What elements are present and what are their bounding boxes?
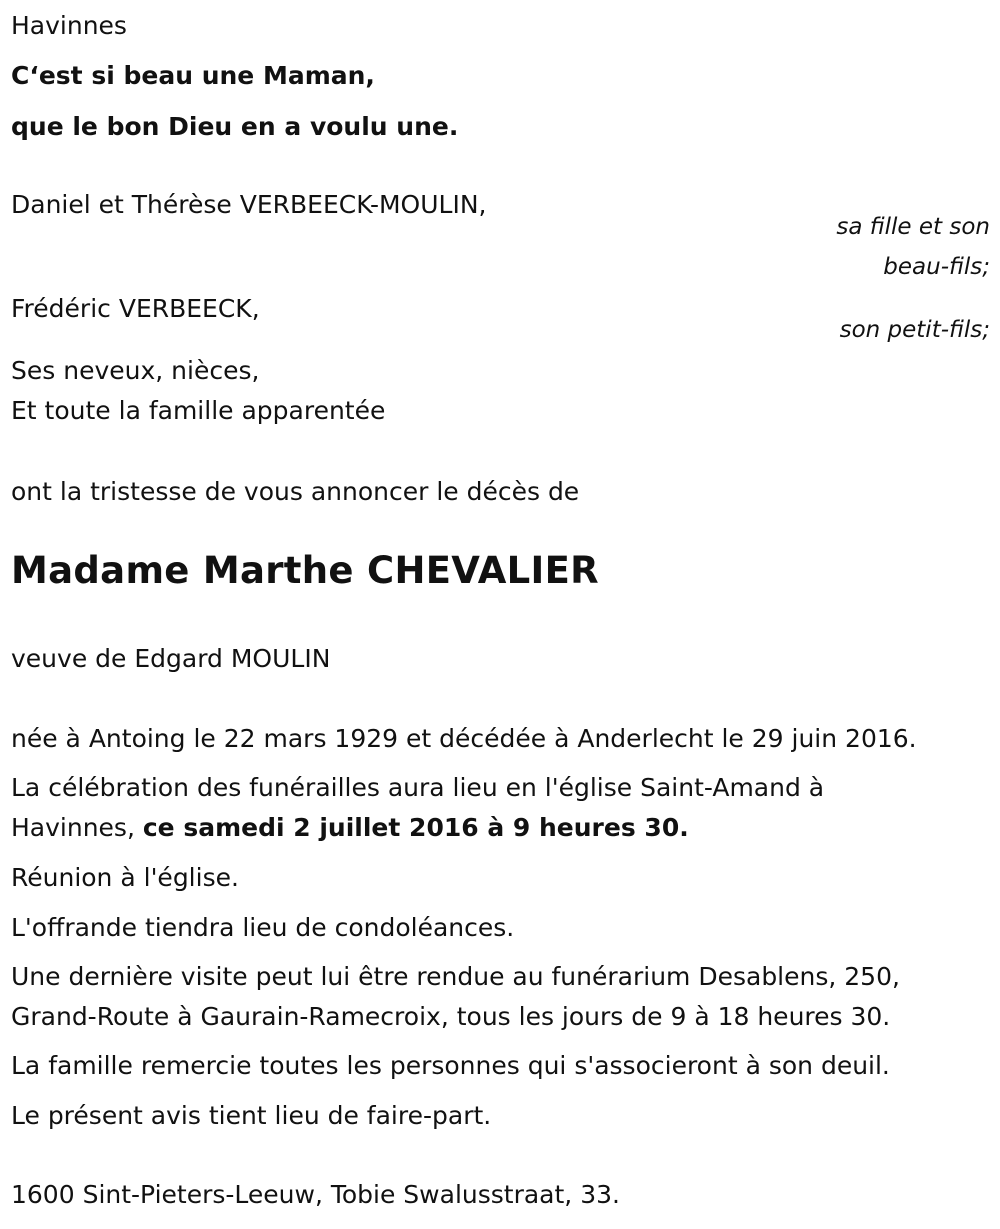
family-member-1: Daniel et Thérèse VERBEECK-MOULIN, <box>11 190 487 219</box>
visit-line-2: Grand-Route à Gaurain-Ramecroix, tous les jours de 9 à 18 heures 30. <box>11 1002 891 1031</box>
family-member-2-relation: son petit-fils; <box>839 317 990 343</box>
family-others-line-2: Et toute la famille apparentée <box>11 396 386 425</box>
funeral-line-1: La célébration des funérailles aura lieu en l'église Saint-Amand à <box>11 773 825 802</box>
family-others-line-1: Ses neveux, nièces, <box>11 356 260 385</box>
announcement-intro: ont la tristesse de vous annoncer le décès de <box>11 477 580 506</box>
footer-address: 1600 Sint-Pieters-Leeuw, Tobie Swalusstraat, 33. <box>11 1180 620 1209</box>
deceased-name: Madame Marthe CHEVALIER <box>11 549 599 592</box>
thanks-line: La famille remercie toutes les personnes qui s'associeront à son deuil. <box>11 1051 890 1080</box>
quote-line-2: que le bon Dieu en a voulu une. <box>11 112 459 141</box>
visit-line-1: Une dernière visite peut lui être rendue au funérarium Desablens, 250, <box>11 962 900 991</box>
offering-line: L'offrande tiendra lieu de condoléances. <box>11 913 515 942</box>
birth-death-line: née à Antoing le 22 mars 1929 et décédée à Anderlecht le 29 juin 2016. <box>11 724 917 753</box>
funeral-datetime: ce samedi 2 juillet 2016 à 9 heures 30. <box>142 813 689 842</box>
quote-line-1: C‘est si beau une Maman, <box>11 61 375 90</box>
family-member-1-relation-line-2: beau-fils; <box>883 254 990 280</box>
funeral-line-2 <box>11 815 689 840</box>
family-member-2: Frédéric VERBEECK, <box>11 294 260 323</box>
spouse-line: veuve de Edgard MOULIN <box>11 644 331 673</box>
meeting-line: Réunion à l'église. <box>11 863 239 892</box>
family-member-1-relation-line-1: sa fille et son <box>836 214 990 240</box>
notice-line: Le présent avis tient lieu de faire-part. <box>11 1101 492 1130</box>
funeral-location-text: Havinnes, <box>11 813 143 842</box>
place-heading: Havinnes <box>11 11 127 40</box>
